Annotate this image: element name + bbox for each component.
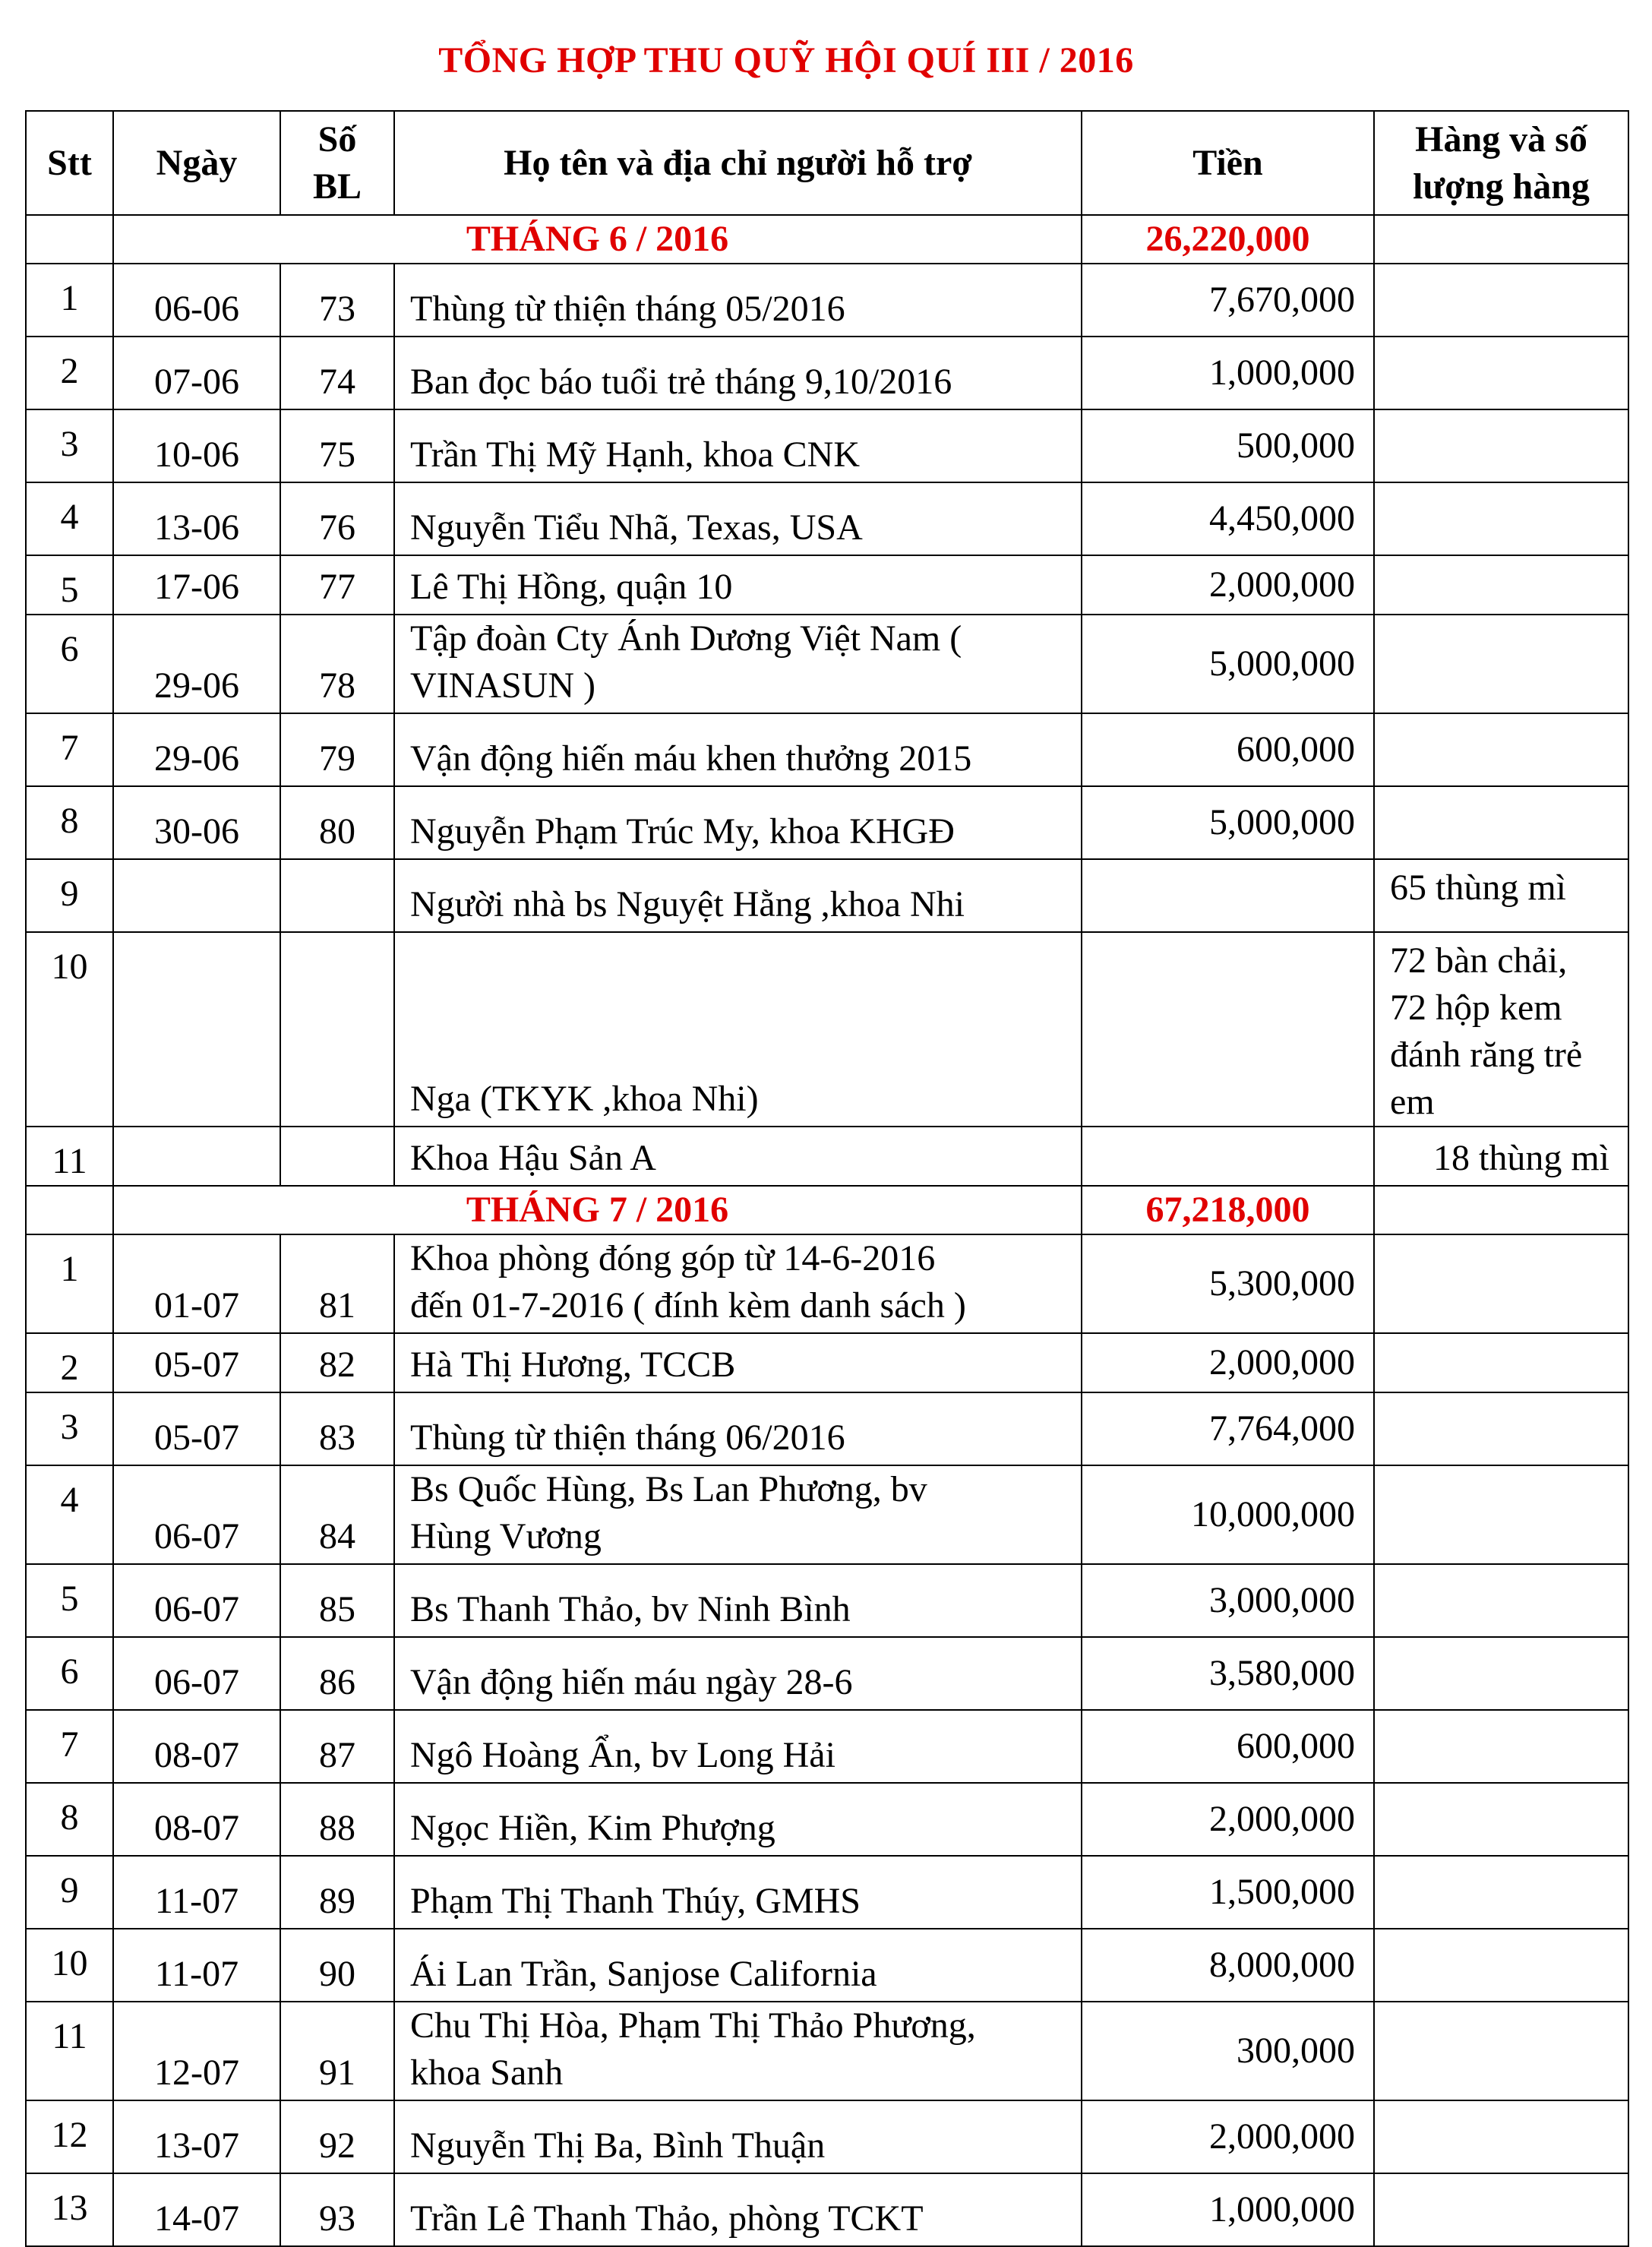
row-stt: 2	[26, 337, 113, 409]
header-goods-line2: lượng hàng	[1413, 166, 1590, 207]
row-goods	[1374, 1929, 1628, 2002]
row-goods	[1374, 1783, 1628, 1856]
row-amount: 5,000,000	[1082, 615, 1374, 713]
row-donor	[394, 1929, 1082, 2002]
month-label: THÁNG 7 / 2016	[113, 1186, 1082, 1234]
table-row	[26, 859, 1628, 932]
table-row	[26, 1234, 1628, 1333]
row-amount: 7,670,000	[1082, 264, 1374, 337]
row-date	[113, 932, 280, 1127]
row-donor-line1: Phạm Thị Thanh Thúy, GMHS	[410, 1881, 861, 1921]
header-receipt-line1: Số	[317, 119, 357, 160]
table-row	[26, 932, 1628, 1127]
row-donor-line2: đến 01-7-2016 ( đính kèm danh sách )	[410, 1285, 966, 1326]
row-amount: 8,000,000	[1082, 1929, 1374, 2002]
row-goods	[1374, 1710, 1628, 1783]
header-donor: Họ tên và địa chỉ người hỗ trợ	[394, 111, 1082, 215]
row-donor	[394, 1465, 1082, 1564]
table-row	[26, 1564, 1628, 1637]
row-date: 14-07	[113, 2173, 280, 2246]
row-donor-line1: Nguyễn Phạm Trúc My, khoa KHGĐ	[410, 811, 955, 852]
header-goods-line1: Hàng và số	[1415, 119, 1587, 160]
row-goods	[1374, 1127, 1628, 1186]
row-goods	[1374, 786, 1628, 859]
row-donor	[394, 1856, 1082, 1929]
row-donor	[394, 2100, 1082, 2173]
row-goods	[1374, 482, 1628, 555]
row-goods	[1374, 1333, 1628, 1392]
row-donor	[394, 1392, 1082, 1465]
table-row	[26, 555, 1628, 615]
row-date: 29-06	[113, 713, 280, 786]
row-donor-line1: Tập đoàn Cty Ánh Dương Việt Nam (	[410, 618, 962, 659]
header-goods	[1374, 111, 1628, 215]
row-donor-line1: Thùng từ thiện tháng 06/2016	[410, 1417, 845, 1458]
row-donor	[394, 1333, 1082, 1392]
row-donor	[394, 1564, 1082, 1637]
row-date	[113, 1127, 280, 1186]
fund-table	[25, 110, 1629, 2247]
row-amount: 1,000,000	[1082, 2173, 1374, 2246]
table-row	[26, 2002, 1628, 2100]
row-stt: 1	[26, 1234, 113, 1333]
row-receipt-no: 77	[280, 555, 394, 615]
row-receipt-no: 89	[280, 1856, 394, 1929]
header-amount: Tiền	[1082, 111, 1374, 215]
row-goods	[1374, 1856, 1628, 1929]
row-amount: 2,000,000	[1082, 555, 1374, 615]
row-goods-line: em	[1390, 1082, 1435, 1122]
row-receipt-no	[280, 932, 394, 1127]
row-stt: 5	[26, 1564, 113, 1637]
row-amount: 1,500,000	[1082, 1856, 1374, 1929]
row-stt: 2	[26, 1333, 113, 1392]
row-donor-line1: Vận động hiến máu ngày 28-6	[410, 1662, 853, 1702]
row-goods	[1374, 2173, 1628, 2246]
row-stt: 3	[26, 1392, 113, 1465]
row-amount: 7,764,000	[1082, 1392, 1374, 1465]
table-row	[26, 409, 1628, 482]
table-row	[26, 1637, 1628, 1710]
month-label: THÁNG 6 / 2016	[113, 215, 1082, 264]
header-date: Ngày	[113, 111, 280, 215]
row-donor-line1: Ban đọc báo tuổi trẻ tháng 9,10/2016	[410, 362, 952, 402]
row-date: 13-06	[113, 482, 280, 555]
row-amount: 3,580,000	[1082, 1637, 1374, 1710]
row-date: 06-06	[113, 264, 280, 337]
month-total: 67,218,000	[1082, 1186, 1374, 1234]
row-donor-line1: Nga (TKYK ,khoa Nhi)	[410, 1079, 759, 1119]
row-donor-line2: VINASUN )	[410, 665, 595, 706]
row-receipt-no: 86	[280, 1637, 394, 1710]
row-goods	[1374, 1564, 1628, 1637]
table-row	[26, 786, 1628, 859]
row-date: 07-06	[113, 337, 280, 409]
row-receipt-no	[280, 859, 394, 932]
table-row	[26, 2173, 1628, 2246]
row-stt: 7	[26, 713, 113, 786]
row-receipt-no: 85	[280, 1564, 394, 1637]
row-donor	[394, 786, 1082, 859]
month-empty-cell	[26, 215, 113, 264]
row-receipt-no: 76	[280, 482, 394, 555]
table-row	[26, 482, 1628, 555]
table-row	[26, 1710, 1628, 1783]
row-stt: 4	[26, 482, 113, 555]
month-total: 26,220,000	[1082, 215, 1374, 264]
row-donor-line2: khoa Sanh	[410, 2053, 564, 2093]
table-row	[26, 615, 1628, 713]
row-date: 08-07	[113, 1710, 280, 1783]
row-amount: 300,000	[1082, 2002, 1374, 2100]
row-receipt-no: 91	[280, 2002, 394, 2100]
table-row	[26, 264, 1628, 337]
row-date	[113, 859, 280, 932]
row-donor	[394, 1783, 1082, 1856]
row-goods	[1374, 409, 1628, 482]
row-goods	[1374, 2100, 1628, 2173]
row-receipt-no: 74	[280, 337, 394, 409]
row-goods	[1374, 264, 1628, 337]
row-donor-line1: Vận động hiến máu khen thưởng 2015	[410, 738, 972, 779]
row-amount: 600,000	[1082, 713, 1374, 786]
row-receipt-no: 79	[280, 713, 394, 786]
row-goods-line: 65 thùng mì	[1390, 868, 1567, 908]
row-date: 06-07	[113, 1465, 280, 1564]
row-amount: 2,000,000	[1082, 2100, 1374, 2173]
row-amount: 600,000	[1082, 1710, 1374, 1783]
row-stt: 11	[26, 2002, 113, 2100]
row-date: 06-07	[113, 1564, 280, 1637]
row-receipt-no: 82	[280, 1333, 394, 1392]
row-receipt-no: 92	[280, 2100, 394, 2173]
row-goods	[1374, 713, 1628, 786]
header-receipt-line2: BL	[312, 166, 362, 207]
table-row	[26, 1856, 1628, 1929]
row-amount: 1,000,000	[1082, 337, 1374, 409]
row-goods	[1374, 337, 1628, 409]
row-date: 05-07	[113, 1392, 280, 1465]
row-receipt-no: 75	[280, 409, 394, 482]
row-goods	[1374, 859, 1628, 932]
row-amount	[1082, 932, 1374, 1127]
row-donor-line1: Chu Thị Hòa, Phạm Thị Thảo Phương,	[410, 2005, 976, 2046]
row-stt: 6	[26, 615, 113, 713]
row-donor-line1: Người nhà bs Nguyệt Hằng ,khoa Nhi	[410, 884, 965, 924]
row-date: 10-06	[113, 409, 280, 482]
row-goods	[1374, 2002, 1628, 2100]
row-date: 12-07	[113, 2002, 280, 2100]
table-row	[26, 713, 1628, 786]
month-row	[26, 1186, 1628, 1234]
row-donor	[394, 409, 1082, 482]
month-empty-cell	[26, 1186, 113, 1234]
row-stt: 3	[26, 409, 113, 482]
month-goods-cell	[1374, 1186, 1628, 1234]
row-stt: 4	[26, 1465, 113, 1564]
row-stt: 10	[26, 932, 113, 1127]
table-row	[26, 337, 1628, 409]
row-donor-line1: Khoa Hậu Sản A	[410, 1138, 656, 1178]
row-donor-line1: Lê Thị Hồng, quận 10	[410, 567, 733, 607]
row-donor	[394, 264, 1082, 337]
row-goods	[1374, 1234, 1628, 1333]
header-stt: Stt	[26, 111, 113, 215]
row-receipt-no: 80	[280, 786, 394, 859]
row-donor	[394, 932, 1082, 1127]
row-date: 11-07	[113, 1856, 280, 1929]
row-goods-line: đánh răng trẻ	[1390, 1035, 1583, 1075]
row-receipt-no: 78	[280, 615, 394, 713]
page-title: TỔNG HỢP THU QUỸ HỘI QUÍ III / 2016	[438, 40, 1134, 81]
month-row	[26, 215, 1628, 264]
row-amount: 4,450,000	[1082, 482, 1374, 555]
row-donor-line2: Hùng Vương	[410, 1516, 602, 1556]
row-goods-line: 72 hộp kem	[1390, 988, 1562, 1028]
row-receipt-no	[280, 1127, 394, 1186]
row-donor	[394, 859, 1082, 932]
row-donor	[394, 555, 1082, 615]
table-row	[26, 1929, 1628, 2002]
row-amount: 5,300,000	[1082, 1234, 1374, 1333]
row-receipt-no: 90	[280, 1929, 394, 2002]
row-amount	[1082, 859, 1374, 932]
row-donor	[394, 1234, 1082, 1333]
row-stt: 6	[26, 1637, 113, 1710]
row-goods	[1374, 932, 1628, 1127]
row-date: 11-07	[113, 1929, 280, 2002]
row-amount: 2,000,000	[1082, 1783, 1374, 1856]
row-donor-line1: Bs Thanh Thảo, bv Ninh Bình	[410, 1589, 851, 1629]
row-goods	[1374, 1465, 1628, 1564]
row-donor	[394, 615, 1082, 713]
table-row	[26, 1465, 1628, 1564]
row-date: 05-07	[113, 1333, 280, 1392]
month-goods-cell	[1374, 215, 1628, 264]
row-donor-line1: Nguyễn Thị Ba, Bình Thuận	[410, 2125, 826, 2166]
row-donor-line1: Trần Lê Thanh Thảo, phòng TCKT	[410, 2198, 924, 2239]
row-amount	[1082, 1127, 1374, 1186]
row-goods	[1374, 615, 1628, 713]
row-stt: 9	[26, 859, 113, 932]
row-donor	[394, 337, 1082, 409]
row-goods	[1374, 1637, 1628, 1710]
row-donor-line1: Thùng từ thiện tháng 05/2016	[410, 289, 845, 329]
row-date: 13-07	[113, 2100, 280, 2173]
row-donor-line1: Khoa phòng đóng góp từ 14-6-2016	[410, 1238, 936, 1278]
row-date: 08-07	[113, 1783, 280, 1856]
row-goods-line: 18 thùng mì	[1432, 1138, 1609, 1178]
row-donor-line1: Ngô Hoàng Ẩn, bv Long Hải	[410, 1735, 835, 1775]
row-amount: 5,000,000	[1082, 786, 1374, 859]
row-date: 17-06	[113, 555, 280, 615]
row-donor	[394, 2002, 1082, 2100]
row-donor-line1: Nguyễn Tiểu Nhã, Texas, USA	[410, 507, 863, 548]
row-stt: 5	[26, 555, 113, 615]
row-donor	[394, 1710, 1082, 1783]
row-amount: 3,000,000	[1082, 1564, 1374, 1637]
row-stt: 11	[26, 1127, 113, 1186]
row-stt: 13	[26, 2173, 113, 2246]
row-stt: 7	[26, 1710, 113, 1783]
row-receipt-no: 83	[280, 1392, 394, 1465]
row-donor-line1: Bs Quốc Hùng, Bs Lan Phương, bv	[410, 1469, 927, 1509]
row-goods-line: 72 bàn chải,	[1390, 940, 1568, 981]
table-row	[26, 1783, 1628, 1856]
row-date: 01-07	[113, 1234, 280, 1333]
row-amount: 10,000,000	[1082, 1465, 1374, 1564]
table-row	[26, 1127, 1628, 1186]
row-receipt-no: 87	[280, 1710, 394, 1783]
row-donor	[394, 1637, 1082, 1710]
row-goods	[1374, 555, 1628, 615]
row-donor	[394, 1127, 1082, 1186]
row-donor-line1: Hà Thị Hương, TCCB	[410, 1345, 736, 1385]
row-receipt-no: 93	[280, 2173, 394, 2246]
row-stt: 8	[26, 1783, 113, 1856]
header-receipt-no	[280, 111, 394, 215]
row-donor-line1: Ái Lan Trần, Sanjose California	[410, 1954, 877, 1994]
row-date: 29-06	[113, 615, 280, 713]
row-stt: 9	[26, 1856, 113, 1929]
row-receipt-no: 73	[280, 264, 394, 337]
row-amount: 500,000	[1082, 409, 1374, 482]
row-receipt-no: 81	[280, 1234, 394, 1333]
row-date: 30-06	[113, 786, 280, 859]
row-donor	[394, 482, 1082, 555]
table-row	[26, 1333, 1628, 1392]
row-stt: 12	[26, 2100, 113, 2173]
row-stt: 8	[26, 786, 113, 859]
row-amount: 2,000,000	[1082, 1333, 1374, 1392]
row-stt: 10	[26, 1929, 113, 2002]
table-row	[26, 2100, 1628, 2173]
table-row	[26, 1392, 1628, 1465]
row-goods	[1374, 1392, 1628, 1465]
row-receipt-no: 88	[280, 1783, 394, 1856]
row-stt: 1	[26, 264, 113, 337]
row-donor	[394, 2173, 1082, 2246]
row-date: 06-07	[113, 1637, 280, 1710]
row-donor-line1: Trần Thị Mỹ Hạnh, khoa CNK	[410, 435, 861, 475]
row-donor-line1: Ngọc Hiền, Kim Phượng	[410, 1808, 775, 1848]
header-row	[26, 111, 1628, 215]
row-donor	[394, 713, 1082, 786]
row-receipt-no: 84	[280, 1465, 394, 1564]
